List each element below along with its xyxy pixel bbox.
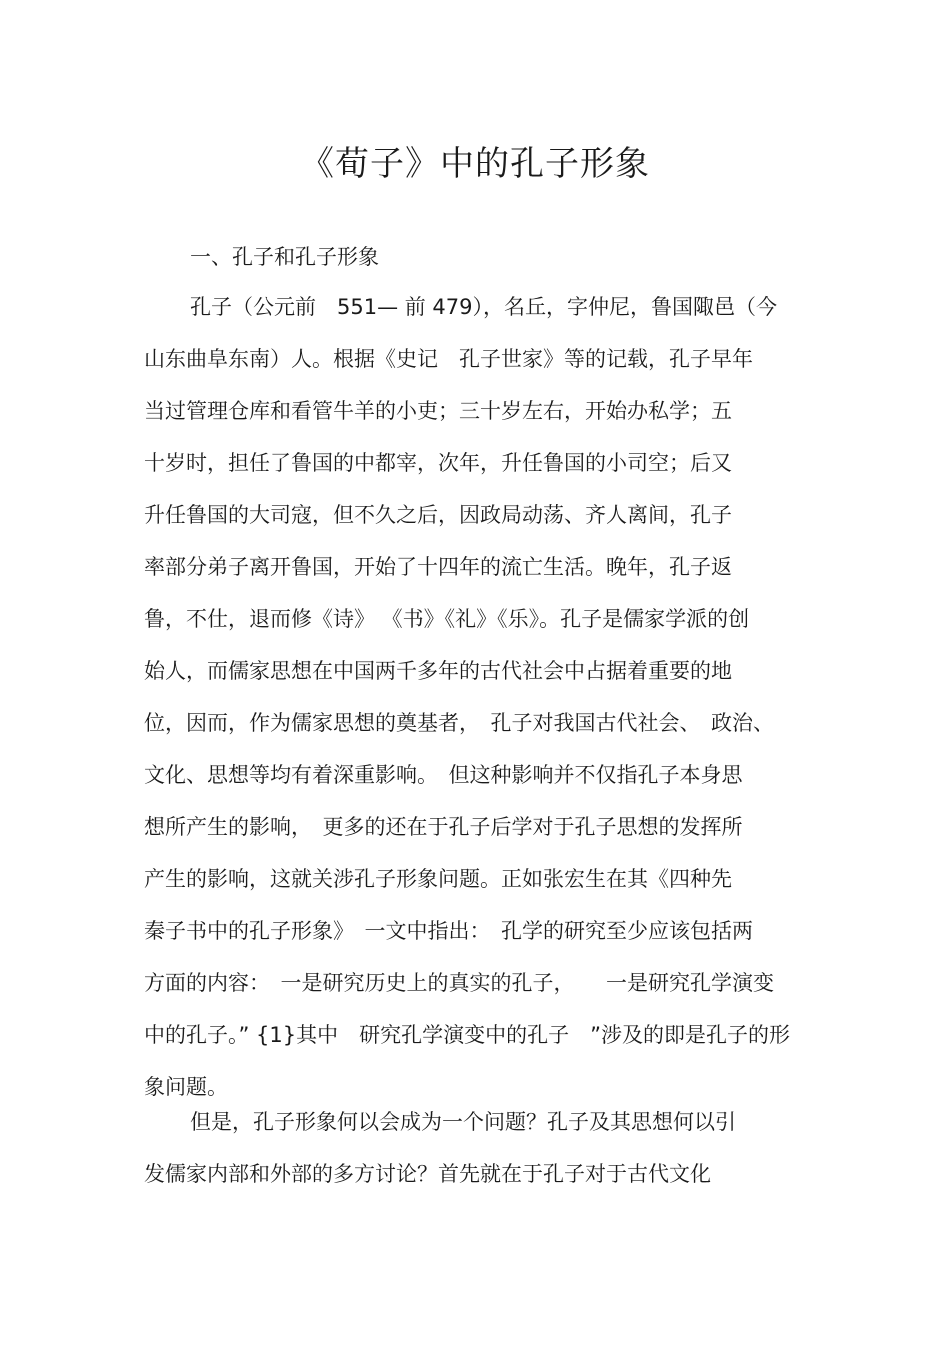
paragraph-line: 十岁时，担任了鲁国的中都宰，次年，升任鲁国的小司空；后又 (144, 451, 732, 475)
paragraph-line: 秦子书中的孔子形象》 一文中指出： 孔学的研究至少应该包括两 (144, 919, 753, 943)
paragraph (144, 290, 804, 1122)
paragraph (144, 1105, 804, 1209)
paragraph-line: 方面的内容： 一是研究历史上的真实的孔子， 一是研究孔学演变 (144, 971, 774, 995)
paragraph-line: 升任鲁国的大司寇，但不久之后，因政局动荡、齐人离间，孔子 (144, 503, 732, 527)
section-heading: 一、孔子和孔子形象 (190, 245, 379, 269)
paragraph-line: 想所产生的影响， 更多的还在于孔子后学对于孔子思想的发挥所 (144, 815, 743, 839)
paragraph-line: 始人，而儒家思想在中国两千多年的古代社会中占据着重要的地 (144, 659, 732, 683)
paragraph-line: 但是，孔子形象何以会成为一个问题？孔子及其思想何以引 (190, 1110, 736, 1134)
document-title: 《荀子》中的孔子形象 (300, 144, 650, 184)
paragraph-line: 当过管理仓库和看管牛羊的小吏；三十岁左右，开始办私学；五 (144, 399, 732, 423)
paragraph-line: 象问题。 (144, 1075, 228, 1099)
paragraph-line: 孔子（公元前 551— 前 479），名丘，字仲尼，鲁国陬邑（今 (190, 295, 778, 319)
paragraph-line: 文化、思想等均有着深重影响。 但这种影响并不仅指孔子本身思 (144, 763, 743, 787)
paragraph-line: 中的孔子。” {1}其中 研究孔学演变中的孔子 ”涉及的即是孔子的形 (144, 1023, 791, 1047)
paragraph-line: 率部分弟子离开鲁国，开始了十四年的流亡生活。晚年，孔子返 (144, 555, 732, 579)
paragraph-line: 鲁，不仕，退而修《诗》 《书》《礼》《乐》。孔子是儒家学派的创 (144, 607, 750, 631)
paragraph-line: 产生的影响，这就关涉孔子形象问题。正如张宏生在其《四种先 (144, 867, 732, 891)
paragraph-line: 发儒家内部和外部的多方讨论？首先就在于孔子对于古代文化 (144, 1162, 711, 1186)
paragraph-line: 位，因而，作为儒家思想的奠基者， 孔子对我国古代社会、 政治、 (144, 711, 774, 735)
paragraph-line: 山东曲阜东南）人。根据《史记 孔子世家》等的记载，孔子早年 (144, 347, 753, 371)
